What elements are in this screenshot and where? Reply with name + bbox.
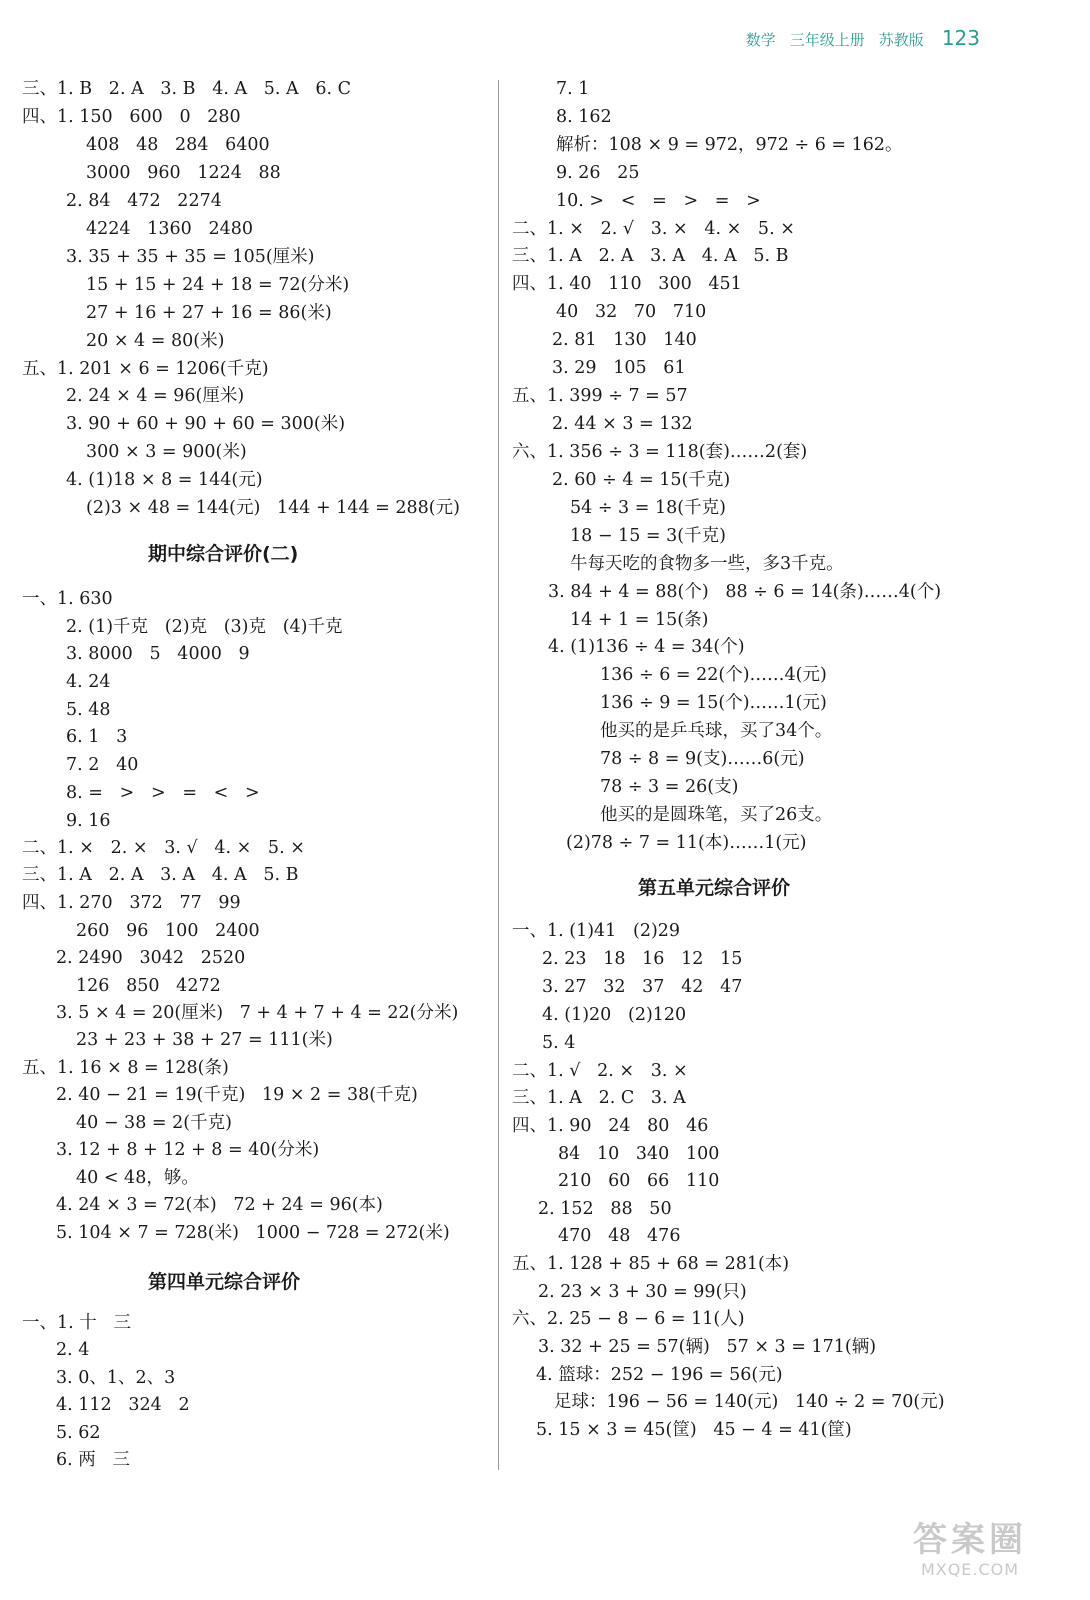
answer-line: 3. 5 × 4 = 20(厘米) 7 + 4 + 7 + 4 = 22(分米) [56,1003,459,1023]
answer-line: 2. 44 × 3 = 132 [552,414,693,434]
answer-line: 三、1. A 2. A 3. A 4. A 5. B [22,865,299,885]
answer-line: 8. = > > = < > [66,783,260,803]
answer-line: 4. (1)20 (2)120 [542,1005,687,1025]
answer-line: 9. 16 [66,811,111,831]
answer-line: 四、1. 150 600 0 280 [22,107,241,127]
answer-line: 7. 2 40 [66,755,139,775]
answer-line: 14 + 1 = 15(条) [570,610,709,630]
answer-line: 126 850 4272 [76,976,221,996]
answer-line: 3. 0、1、2、3 [56,1368,176,1388]
answer-line: 40 − 38 = 2(千克) [76,1113,232,1133]
answer-line: 3. 90 + 60 + 90 + 60 = 300(米) [66,414,346,434]
answer-line: 2. 84 472 2274 [66,191,222,211]
header-subject: 数学 [745,31,776,49]
answer-line: 136 ÷ 9 = 15(个)……1(元) [600,693,827,713]
answer-line: 2. 60 ÷ 4 = 15(千克) [552,470,731,490]
answer-line: 一、1. (1)41 (2)29 [512,921,681,941]
answer-line: 2. 152 88 50 [538,1199,672,1219]
answer-line: (2)3 × 48 = 144(元) 144 + 144 = 288(元) [86,498,460,518]
answer-line: 一、1. 十 三 [22,1313,131,1333]
header-grade: 三年级上册 [789,31,865,49]
answer-line: 4. 24 × 3 = 72(本) 72 + 24 = 96(本) [56,1195,383,1215]
answer-line: 408 48 284 6400 [86,135,270,155]
answer-line: 15 + 15 + 24 + 18 = 72(分米) [86,275,350,295]
answer-line: 9. 26 25 [556,163,640,183]
answer-line: 一、1. 630 [22,589,113,609]
answer-line: 五、1. 16 × 8 = 128(条) [22,1058,229,1078]
answer-line: 2. (1)千克 (2)克 (3)克 (4)千克 [66,617,343,637]
answer-line: 136 ÷ 6 = 22(个)……4(元) [600,665,827,685]
answer-line: 470 48 476 [558,1226,681,1246]
answer-line: 2. 23 18 16 12 15 [542,949,743,969]
answer-line: 3. 32 + 25 = 57(辆) 57 × 3 = 171(辆) [538,1337,877,1357]
answer-line: 六、2. 25 − 8 − 6 = 11(人) [512,1309,745,1329]
answer-line: 二、1. × 2. √ 3. × 4. × 5. × [512,219,795,239]
answer-line: 三、1. A 2. C 3. A [512,1088,686,1108]
answer-line: 23 + 23 + 38 + 27 = 111(米) [76,1030,333,1050]
answer-line: (2)78 ÷ 7 = 11(本)……1(元) [566,833,807,853]
answer-line: 27 + 16 + 27 + 16 = 86(米) [86,303,332,323]
answer-line: 三、1. A 2. A 3. A 4. A 5. B [512,246,789,266]
answer-line: 6. 1 3 [66,727,128,747]
answer-line: 五、1. 128 + 85 + 68 = 281(本) [512,1254,790,1274]
answer-line: 5. 104 × 7 = 728(米) 1000 − 728 = 272(米) [56,1223,450,1243]
answer-line: 2. 81 130 140 [552,330,697,350]
answer-line: 解析：108 × 9 = 972，972 ÷ 6 = 162。 [556,135,903,155]
answer-line: 6. 两 三 [56,1450,130,1470]
section-heading: 期中综合评价(二) [148,543,299,565]
answer-line: 210 60 66 110 [558,1171,720,1191]
answer-line: 4. 112 324 2 [56,1395,190,1415]
answer-line: 牛每天吃的食物多一些，多3千克。 [570,554,844,574]
answer-line: 40 32 70 710 [556,302,707,322]
answer-line: 4. (1)18 × 8 = 144(元) [66,470,263,490]
answer-line: 3. 84 + 4 = 88(个) 88 ÷ 6 = 14(条)……4(个) [548,582,942,602]
answer-line: 7. 1 [556,79,590,99]
answer-line: 四、1. 40 110 300 451 [512,274,742,294]
answer-line: 2. 40 − 21 = 19(千克) 19 × 2 = 38(千克) [56,1085,418,1105]
answer-line: 2. 2490 3042 2520 [56,948,246,968]
answer-line: 3. 29 105 61 [552,358,686,378]
answer-line: 78 ÷ 3 = 26(支) [600,777,739,797]
answer-line: 二、1. √ 2. × 3. × [512,1061,688,1081]
answer-line: 3. 12 + 8 + 12 + 8 = 40(分米) [56,1140,320,1160]
answer-line: 2. 23 × 3 + 30 = 99(只) [538,1282,747,1302]
page-header [746,26,980,50]
answer-line: 10. > < = > = > [556,191,761,211]
answer-line: 三、1. B 2. A 3. B 4. A 5. A 6. C [22,79,352,99]
answer-line: 4224 1360 2480 [86,219,253,239]
answer-line: 五、1. 399 ÷ 7 = 57 [512,386,688,406]
column-divider [498,80,499,1470]
section-heading: 第四单元综合评价 [148,1271,301,1293]
answer-line: 3. 8000 5 4000 9 [66,644,250,664]
watermark-text: 答案圈 [913,1520,1027,1560]
answer-line: 40 < 48，够。 [76,1168,199,1188]
answer-line: 3000 960 1224 88 [86,163,281,183]
answer-line: 五、1. 201 × 6 = 1206(千克) [22,359,269,379]
answer-line: 300 × 3 = 900(米) [86,442,247,462]
header-edition: 苏教版 [878,31,924,49]
answer-line: 5. 4 [542,1033,576,1053]
answer-line: 六、1. 356 ÷ 3 = 118(套)……2(套) [512,442,808,462]
watermark-url: MXQE.COM [920,1560,1020,1579]
answer-line: 4. 篮球：252 − 196 = 56(元) [536,1365,783,1385]
answer-line: 四、1. 90 24 80 46 [512,1116,709,1136]
answer-line: 5. 62 [56,1423,101,1443]
answer-line: 8. 162 [556,107,612,127]
watermark-logo [880,1520,1060,1586]
answer-line: 4. 24 [66,672,111,692]
answer-line: 2. 4 [56,1340,90,1360]
answer-line: 5. 48 [66,700,111,720]
answer-line: 2. 24 × 4 = 96(厘米) [66,386,245,406]
answer-line: 260 96 100 2400 [76,921,260,941]
answer-line: 18 − 15 = 3(千克) [570,526,726,546]
page-number: 123 [941,26,980,50]
answer-line: 他买的是乒乓球，买了34个。 [600,721,833,741]
answer-line: 4. (1)136 ÷ 4 = 34(个) [548,637,745,657]
answer-line: 54 ÷ 3 = 18(千克) [570,498,726,518]
answer-line: 四、1. 270 372 77 99 [22,893,241,913]
answer-line: 5. 15 × 3 = 45(筐) 45 − 4 = 41(筐) [536,1420,852,1440]
answer-line: 3. 27 32 37 42 47 [542,977,743,997]
answer-line: 他买的是圆珠笔，买了26支。 [600,805,833,825]
answer-line: 78 ÷ 8 = 9(支)……6(元) [600,749,805,769]
answer-line: 足球：196 − 56 = 140(元) 140 ÷ 2 = 70(元) [554,1392,945,1412]
answer-line: 二、1. × 2. × 3. √ 4. × 5. × [22,838,305,858]
answer-line: 84 10 340 100 [558,1144,720,1164]
answer-line: 20 × 4 = 80(米) [86,331,225,351]
section-heading: 第五单元综合评价 [638,877,791,899]
answer-line: 3. 35 + 35 + 35 = 105(厘米) [66,247,315,267]
